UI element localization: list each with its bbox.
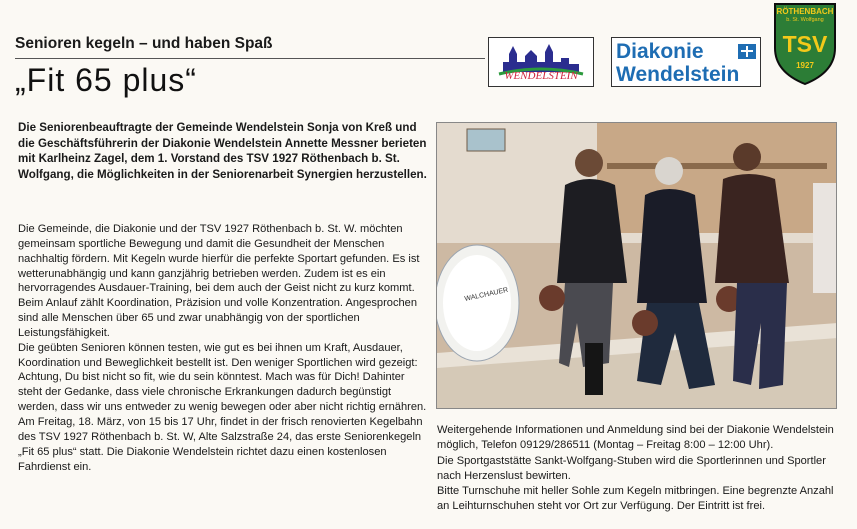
wendelstein-logo-text: WENDELSTEIN	[504, 70, 578, 82]
sign-text: WALCHAUER	[463, 286, 509, 303]
tsv-badge-top: RÖTHENBACH	[776, 7, 834, 16]
info-paragraph: Weitergehende Informationen und Anmeldung sind bei der Diakonie Wendelstein möglich, Telefon 09129/286511 (Montag – Freitag 8:00 – 12:00 Uhr).	[437, 424, 834, 452]
header-rule	[15, 58, 485, 59]
article-paragraph: Die Gemeinde, die Diakonie und der TSV 1927 Röthenbach b. St. W. möchten gemeinsam sportliche Bewegung und damit die Gesundheit der Menschen nachhaltig fördern. Mit Kegeln wurde hierfür die perfekte Sportart gefunden. Es ist wetterunabhängig und kann ganzjährig betrieben werden. Zudem ist es ein hervorragendes Ausdauer-Training, bei dem auch der Geist nicht zu kurz kommt. Beim Anlauf zählt Koordination, Präzision und volle Konzentration. Angesprochen sind alle Menschen über 65 und zwar unabhängig von der sportlichen Leistungsfähigkeit.	[18, 223, 420, 339]
tsv-badge-year: 1927	[796, 61, 814, 70]
article-paragraph: Die geübten Senioren können testen, wie gut es bei ihnen um Kraft, Ausdauer, Koordination und Beweglichkeit bestellt ist. Den weniger Sportlichen wird gezeigt: Achtung, Du bist nicht so fit, wie du sein könntest. Mach was für Dich! Dahinter steht der Gedanke, dass viele chronische Erkrankungen dadurch begünstigt werden, dass wir uns entweder zu wenig bewegen oder aber nicht richtig ernähren.	[18, 341, 427, 414]
tsv-badge-sub: b. St. Wolfgang	[786, 17, 824, 23]
info-paragraph: Bitte Turnschuhe mit heller Sohle zum Kegeln mitbringen. Eine begrenzte Anzahl an Leihturnschuhen steht vor Ort zur Verfügung. Der Eintritt ist frei.	[437, 485, 834, 513]
bowling-photo	[436, 122, 837, 409]
article-lead: Die Seniorenbeauftragte der Gemeinde Wendelstein Sonja von Kreß und die Geschäftsführerin der Diakonie Wendelstein Annette Messner berieten mit Karlheinz Zagel, dem 1. Vorstand des TSV 1927 Röthenbach b. St. Wolfgang, die Möglichkeiten in der Seniorenarbeit Synergien herzustellen.	[18, 121, 427, 182]
article-body	[18, 222, 430, 474]
diakonie-logo-line2: Wendelstein	[616, 63, 740, 86]
tsv-badge-main: TSV	[782, 31, 828, 57]
diakonie-logo-line1: Diakonie	[616, 40, 704, 63]
info-box	[437, 423, 847, 515]
article-title: „Fit 65 plus“	[15, 62, 197, 98]
tsv-badge	[773, 2, 837, 86]
article-paragraph: Am Freitag, 18. März, von 15 bis 17 Uhr, findet in der frisch renovierten Kegelbahn des TSV 1927 Röthenbach b. St. W, Alte Salzstraße 24, das erste Seniorenkegeln „Fit 65 plus“ statt. Die Diakonie Wendelstein richtet dazu einen kostenlosen Fahrdienst ein.	[18, 415, 423, 473]
diakonie-logo	[611, 37, 761, 87]
diakonie-cross-icon	[738, 44, 756, 59]
article-kicker: Senioren kegeln – und haben Spaß	[15, 35, 273, 52]
wendelstein-logo	[488, 37, 594, 87]
info-paragraph: Die Sportgaststätte Sankt-Wolfgang-Stuben wird die Sportlerinnen und Sportler nach Herzenslust bewirten.	[437, 454, 826, 482]
